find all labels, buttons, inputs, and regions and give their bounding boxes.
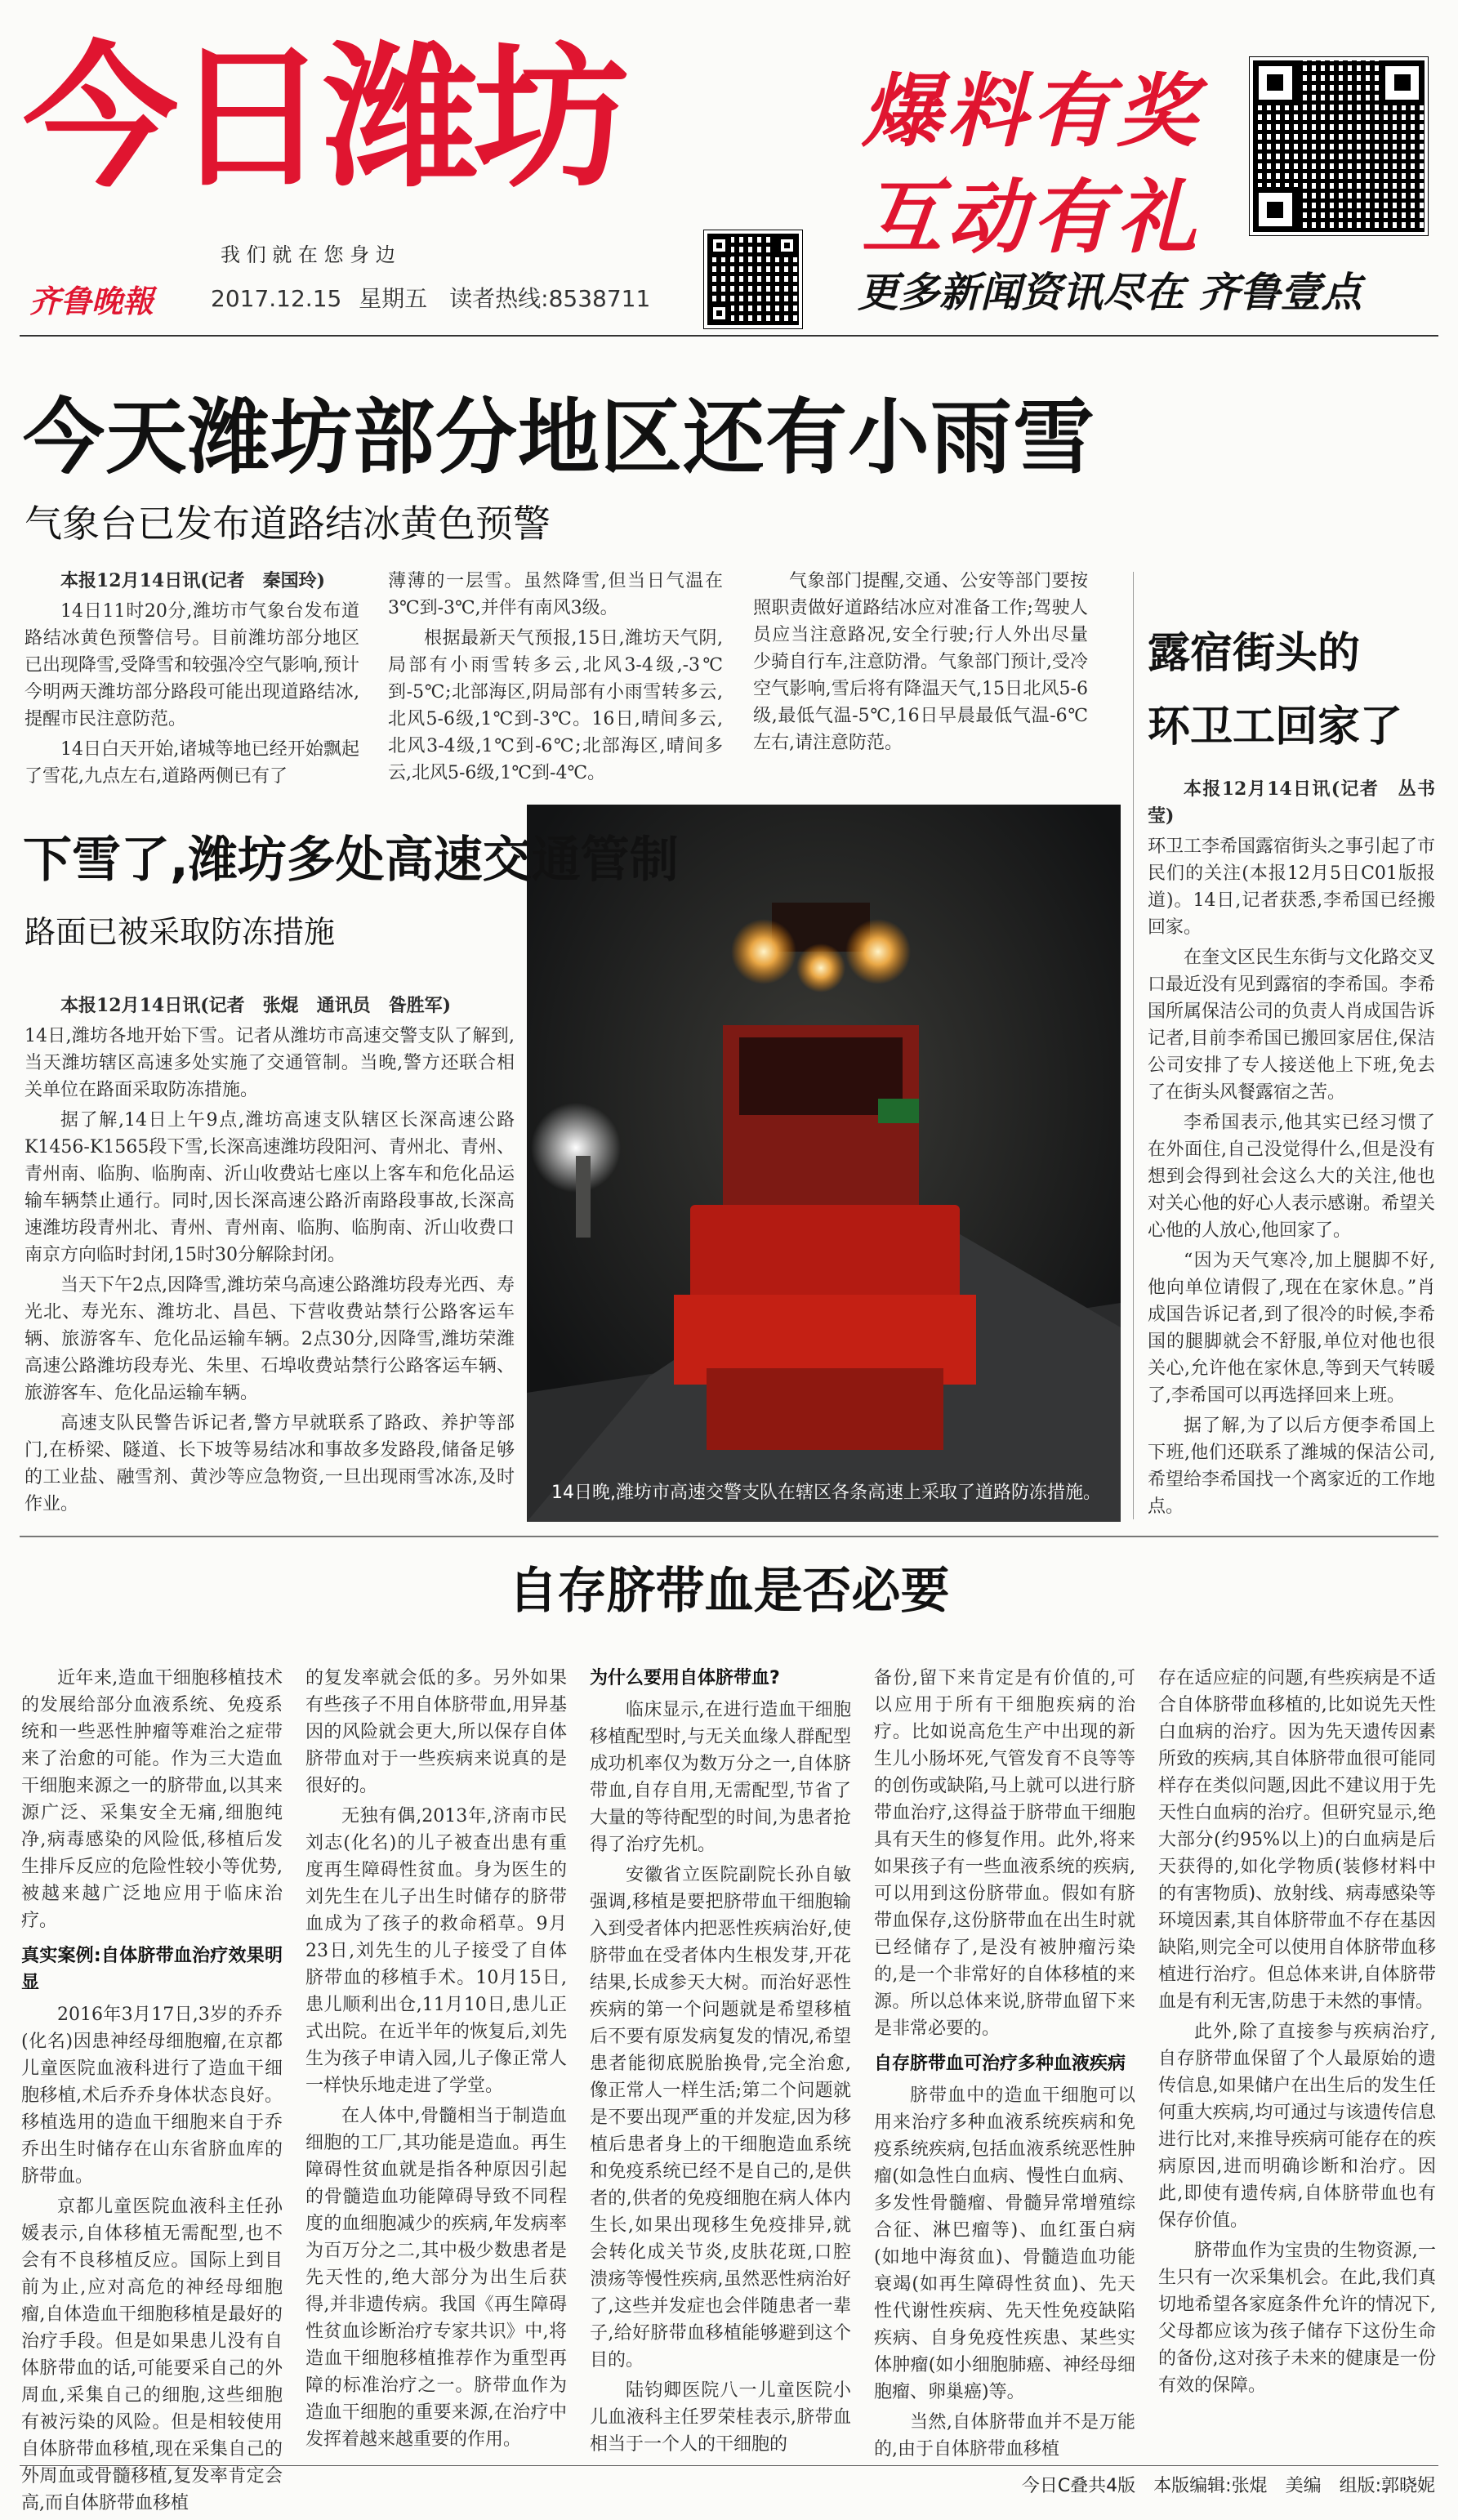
snowplow-photo (527, 805, 1121, 1522)
cord-subhead: 为什么要用自体脐带血? (590, 1668, 780, 1688)
lead-col2 (388, 568, 723, 790)
traffic-paragraph: 14日,潍坊各地开始下雪。记者从潍坊市高速交警支队了解到,当天潍坊辖区高速多处实施了交通管制。当晚,警方还联合相关单位在路面采取防冻措施。 (25, 1026, 515, 1100)
cord-col2 (305, 1665, 567, 2456)
cord-col3 (590, 1665, 851, 2461)
qilu-yidian-logo: 齐鲁壹点 (1198, 269, 1362, 316)
cord-paragraph: 安徽省立医院副院长孙自敏强调,移植是要把脐带血干细胞输入到受者体内把恶性疾病治好,使脐带血在受者体内生根发芽,开花结果,长成参天大树。而治好恶性疾病的第一个问题就是希望移植后不要有原发病复发的情况,希望患者能彻底脱胎换骨,完全治愈,像正常人一样生活;第二个问题就是不要出现严重的并发症,因为移植后患者身上的干细胞造血系统和免疫系统已经不是自己的,是供者的,供者的免疫细胞在病人体内生长,如果出现移生免疫排异,就会转化成关节炎,皮肤花斑,口腔溃疡等慢性疾病,虽然恶性病治好了,这些并发症也会伴随患者一辈子,给好脐带血移植能够避到这个目的。 (590, 1865, 851, 2371)
cord-paragraph: 当然,自体脐带血并不是万能的,由于自体脐带血移植 (874, 2412, 1135, 2460)
cord-paragraph: 脐带血作为宝贵的生物资源,一生只有一次采集机会。在此,我们真切地希望各家庭条件允许的情况下,父母都应该为孩子储存下这份生命的备份,这对孩子未来的健康是一份有效的保障。 (1158, 2241, 1436, 2396)
cord-subhead: 真实案例:自体脐带血治疗效果明显 (21, 1946, 283, 1993)
lead-col1 (25, 568, 359, 793)
sanitation-paragraph: 环卫工李希国露宿街头之事引起了市民们的关注(本报12月5日C01版报道)。14日,记者获悉,李希国已经搬回家。 (1148, 836, 1436, 938)
sanitation-headline-line1: 露宿街头的 (1148, 629, 1361, 678)
masthead-slogan: 我 们 就 在 您 身 边 (221, 243, 395, 266)
promo-line1: 爆料有奖 (862, 65, 1202, 158)
cord-paragraph: 临床显示,在进行造血干细胞移植配型时,与无关血缘人群配型成功机率仅为数万分之一,自体脐带血,自存自用,无需配型,节省了大量的等待配型的时间,为患者抢得了治疗先机。 (590, 1700, 851, 1855)
lead-paragraph: 根据最新天气预报,15日,潍坊天气阴,局部有小雨雪转多云,北风3-4级,-3℃到-5℃;北部海区,阴局部有小雨雪转多云,北风5-6级,1℃到-3℃。16日,晴间多云,北风3-4级,1℃到-6℃;北部海区,晴间多云,北风5-6级,1℃到-4℃。 (388, 628, 723, 783)
lead-byline: 本报12月14日讯(记者 秦国玲) (60, 570, 326, 591)
cord-paragraph: 2016年3月17日,3岁的乔乔(化名)因患神经母细胞瘤,在京都儿童医院血液科进行了造血干细胞移植,术后乔乔身体状态良好。移植选用的造血干细胞来自于乔乔出生时储存在山东省脐血库的脐带血。 (21, 2005, 283, 2187)
sanitation-paragraph: “因为天气寒冷,加上腿脚不好,他向单位请假了,现在在家休息。”肖成国告诉记者,到了很冷的时候,李希国的腿脚就会不舒服,单位对他也很关心,允许他在家休息,等到天气转暖了,李希国可以再选择回来上班。 (1148, 1251, 1435, 1406)
promo-line2: 互动有礼 (862, 172, 1202, 265)
masthead-title: 今日潍坊 (23, 28, 625, 208)
lead-paragraph: 14日11时20分,潍坊市气象台发布道路结冰黄色预警信号。目前潍坊部分地区已出现降雪,受降雪和较强冷空气影响,预计今明两天潍坊部分路段可能出现道路结冰,提醒市民注意防范。 (25, 601, 359, 729)
footer-credits: 今日C叠共4版 本版编辑:张焜 美编 组版:郭晓妮 (1021, 2476, 1435, 2496)
cord-paragraph: 在人体中,骨髓相当于制造血细胞的工厂,其功能是造血。再生障碍性贫血就是指各种原因引起的骨髓造血功能障碍导致不同程度的血细胞减少的疾病,年发病率为百万分之二,其中极少数患者是先天性的,绝大部分为出生后获得,并非遗传病。我国《再生障碍性贫血诊断治疗专家共识》中,将造血干细胞移植推荐作为重型再障的标准治疗之一。脐带血作为造血干细胞的重要来源,在治疗中发挥着越来越重要的作用。 (305, 2106, 567, 2450)
sanitation-paragraph: 在奎文区民生东街与文化路交叉口最近没有见到露宿的李希国。李希国所属保洁公司的负责人肖成国告诉记者,目前李希国已搬回家居住,保洁公司安排了专人接送他上下班,免去了在街头风餐露宿之苦。 (1148, 948, 1436, 1103)
lead-paragraph: 薄薄的一层雪。虽然降雪,但当日气温在3℃到-3℃,并伴有南风3级。 (388, 571, 723, 618)
cord-paragraph: 备份,留下来肯定是有价值的,可以应用于所有干细胞疾病的治疗。比如说高危生产中出现的新生儿小肠坏死,气管发育不良等等的创伤或缺陷,马上就可以进行脐带血治疗,这得益于脐带血干细胞具有天生的修复作用。此外,将来如果孩子有一些血液系统的疾病,可以用到这份脐带血。假如有脐带血保存,这份脐带血在出生时就已经储存了,是没有被肿瘤污染的,是一个非常好的自体移植的来源。所以总体来说,脐带血留下来是非常必要的。 (874, 1668, 1135, 2039)
paper-name-logo: 齐鲁晚報 (29, 283, 154, 319)
lead-paragraph: 14日白天开始,诸城等地已经开始飘起了雪花,九点左右,道路两侧已有了 (25, 739, 359, 787)
cord-paragraph: 的复发率就会低的多。另外如果有些孩子不用自体脐带血,用异基因的风险就会更大,所以保存自体脐带血对于一些疾病来说真的是很好的。 (305, 1668, 567, 1796)
cord-blood-headline: 自存脐带血是否必要 (508, 1563, 950, 1620)
cord-paragraph: 近年来,造血干细胞移植技术的发展给部分血液系统、免疫系统和一些恶性肿瘤等难治之症带来了治愈的可能。作为三大造血干细胞来源之一的脐带血,以其来源广泛、采集安全无痛,细胞纯净,病毒感染的风险低,移植后发生排斥反应的危险性较小等优势,被越来越广泛地应用于临床治疗。 (21, 1668, 283, 1931)
traffic-body (25, 992, 515, 1521)
sanitation-body (1148, 776, 1435, 1523)
cord-subhead: 自存脐带血可治疗多种血液疾病 (874, 2054, 1126, 2074)
feature-divider (20, 1536, 1438, 1537)
traffic-paragraph: 当天下午2点,因降雪,潍坊荣乌高速公路潍坊段寿光西、寿光北、寿光东、潍坊北、昌邑、下营收费站禁行公路客运车辆、旅游客车、危化品运输车辆。2点30分,因降雪,潍坊荣潍高速公路潍坊段寿光、朱里、石埠收费站禁行公路客运车辆、旅游客车、危化品运输车辆。 (25, 1275, 515, 1403)
sanitation-paragraph: 李希国表示,他其实已经习惯了在外面住,自己没觉得什么,但是没有想到会得到社会这么大的关注,他也对关心他的好心人表示感谢。希望关心他的人放心,他回家了。 (1148, 1113, 1436, 1241)
traffic-paragraph: 高速支队民警告诉记者,警方早就联系了路政、养护等部门,在桥梁、隧道、长下坡等易结冰和事故多发路段,储备足够的工业盐、融雪剂、黄沙等应急物资,一旦出现雨雪冰冻,及时作业。 (25, 1413, 515, 1514)
issue-weekday: 星期五 (359, 285, 428, 312)
cord-paragraph: 此外,除了直接参与疾病治疗,自存脐带血保留了个人最原始的遗传信息,如果储户在出生后的发生任何重大疾病,均可通过与该遗传信息进行比对,来推导疾病可能存在的疾病原因,进而明确诊断和治疗。因此,即使有遗传病,自体脐带血也有保存价值。 (1158, 2022, 1436, 2231)
masthead (0, 0, 1458, 335)
issue-info (211, 281, 650, 314)
snowplow-photo-illustration (527, 805, 1121, 1522)
cord-paragraph: 陆钧卿医院八一儿童医院小儿血液科主任罗荣桂表示,脐带血相当于一个人的干细胞的 (590, 2380, 851, 2455)
traffic-paragraph: 据了解,14日上午9点,潍坊高速支队辖区长深高速公路K1456-K1565段下雪,长深高速潍坊段阳河、青州北、青州、青州南、临朐、临朐南、沂山收费站七座以上客车和危化品运输车辆禁止通行。同时,因长深高速公路沂南路段事故,长深高速潍坊段青州北、青州、青州南、临朐、临朐南、沂山收费口南京方向临时封闭,15时30分解除封闭。 (25, 1110, 515, 1265)
cord-paragraph: 无独有偶,2013年,济南市民刘志(化名)的儿子被查出患有重度再生障碍性贫血。身为医生的刘先生在儿子出生时储存的脐带血成为了孩子的救命稻草。9月23日,刘先生的儿子接受了自体脐带血的移植手术。10月15日,患儿顺利出仓,11月10日,患儿正式出院。在近半年的恢复后,刘先生为孩子申请入园,儿子像正常人一样快乐地走进了学堂。 (305, 1806, 567, 2096)
photo-caption: 14日晚,潍坊市高速交警支队在辖区各条高速上采取了道路防冻措施。 (551, 1483, 1101, 1503)
lead-headline: 今天潍坊部分地区还有小雨雪 (23, 390, 1095, 485)
sanitation-headline (1148, 617, 1402, 764)
promo-tagline-text: 更多新闻资讯尽在 (858, 269, 1184, 316)
traffic-headline: 下雪了,潍坊多处高速交通管制 (23, 832, 679, 889)
traffic-byline: 本报12月14日讯(记者 张焜 通讯员 昝胜军) (60, 995, 452, 1016)
sanitation-byline: 本报12月14日讯(记者 丛书莹) (1148, 778, 1435, 827)
traffic-subhead: 路面已被采取防冻措施 (25, 914, 336, 950)
column-divider (1133, 572, 1134, 1519)
hotline-number: 8538711 (548, 285, 651, 312)
issue-date: 2017.12.15 (211, 285, 342, 312)
hotline-label: 读者热线: (449, 285, 549, 312)
cord-col4 (874, 1665, 1135, 2466)
cord-col5 (1158, 1665, 1436, 2402)
promo-tagline (858, 260, 1362, 319)
cord-col1 (21, 1665, 283, 2520)
masthead-divider (20, 335, 1438, 337)
sanitation-headline-line2: 环卫工回家了 (1148, 702, 1403, 752)
qr-code-icon (1250, 57, 1428, 235)
cord-paragraph: 存在适应症的问题,有些疾病是不适合自体脐带血移植的,比如说先天性白血病的治疗。因为先天遗传因素所致的疾病,其自体脐带血很可能同样存在类似问题,因此不建议用于先天性白血病的治疗。但研究显示,绝大部分(约95%以上)的白血病是后天获得的,如化学物质(装修材料中的有害物质)、放射线、病毒感染等环境因素,其自体脐带血不存在基因缺陷,则完全可以使用自体脐带血移植进行治疗。但总体来讲,自体脐带血是有利无害,防患于未然的事情。 (1158, 1668, 1436, 2012)
lead-paragraph: 气象部门提醒,交通、公安等部门要按照职责做好道路结冰应对准备工作;驾驶人员应当注意路况,安全行驶;行人外出尽量少骑自行车,注意防滑。气象部门预计,受冷空气影响,雪后将有降温天气,15日北风5-6级,最低气温-5℃,16日早晨最低气温-6℃左右,请注意防范。 (753, 571, 1088, 753)
sanitation-paragraph: 据了解,为了以后方便李希国上下班,他们还联系了潍城的保洁公司,希望给李希国找一个离家近的工作地点。 (1148, 1416, 1436, 1517)
lead-subhead: 气象台已发布道路结冰黄色预警 (25, 502, 551, 546)
qr-code-icon (704, 230, 802, 328)
cord-paragraph: 京都儿童医院血液科主任孙媛表示,自体移植无需配型,也不会有不良移植反应。国际上到目前为止,应对高危的神经母细胞瘤,自体造血干细胞移植是最好的治疗手段。但是如果患儿没有自体脐带血的话,可能要采自己的外周血,采集自己的细胞,这些细胞有被污染的风险。但是相较使用自体脐带血移植,现在采集自己的外周血或骨髓移植,复发率肯定会高,而自体脐带血移植 (21, 2197, 283, 2513)
footer-divider (20, 2465, 1438, 2466)
lead-col3 (753, 568, 1088, 760)
cord-paragraph: 脐带血中的造血干细胞可以用来治疗多种血液系统疾病和免疫系统疾病,包括血液系统恶性肿瘤(如急性白血病、慢性白血病、多发性骨髓瘤、骨髓异常增殖综合征、淋巴瘤等)、血红蛋白病(如地中海贫血)、骨髓造血功能衰竭(如再生障碍性贫血)、先天性代谢性疾病、先天性免疫缺陷疾病、自身免疫性疾患、某些实体肿瘤(如小细胞肺癌、神经母细胞瘤、卵巢癌)等。 (874, 2085, 1135, 2402)
